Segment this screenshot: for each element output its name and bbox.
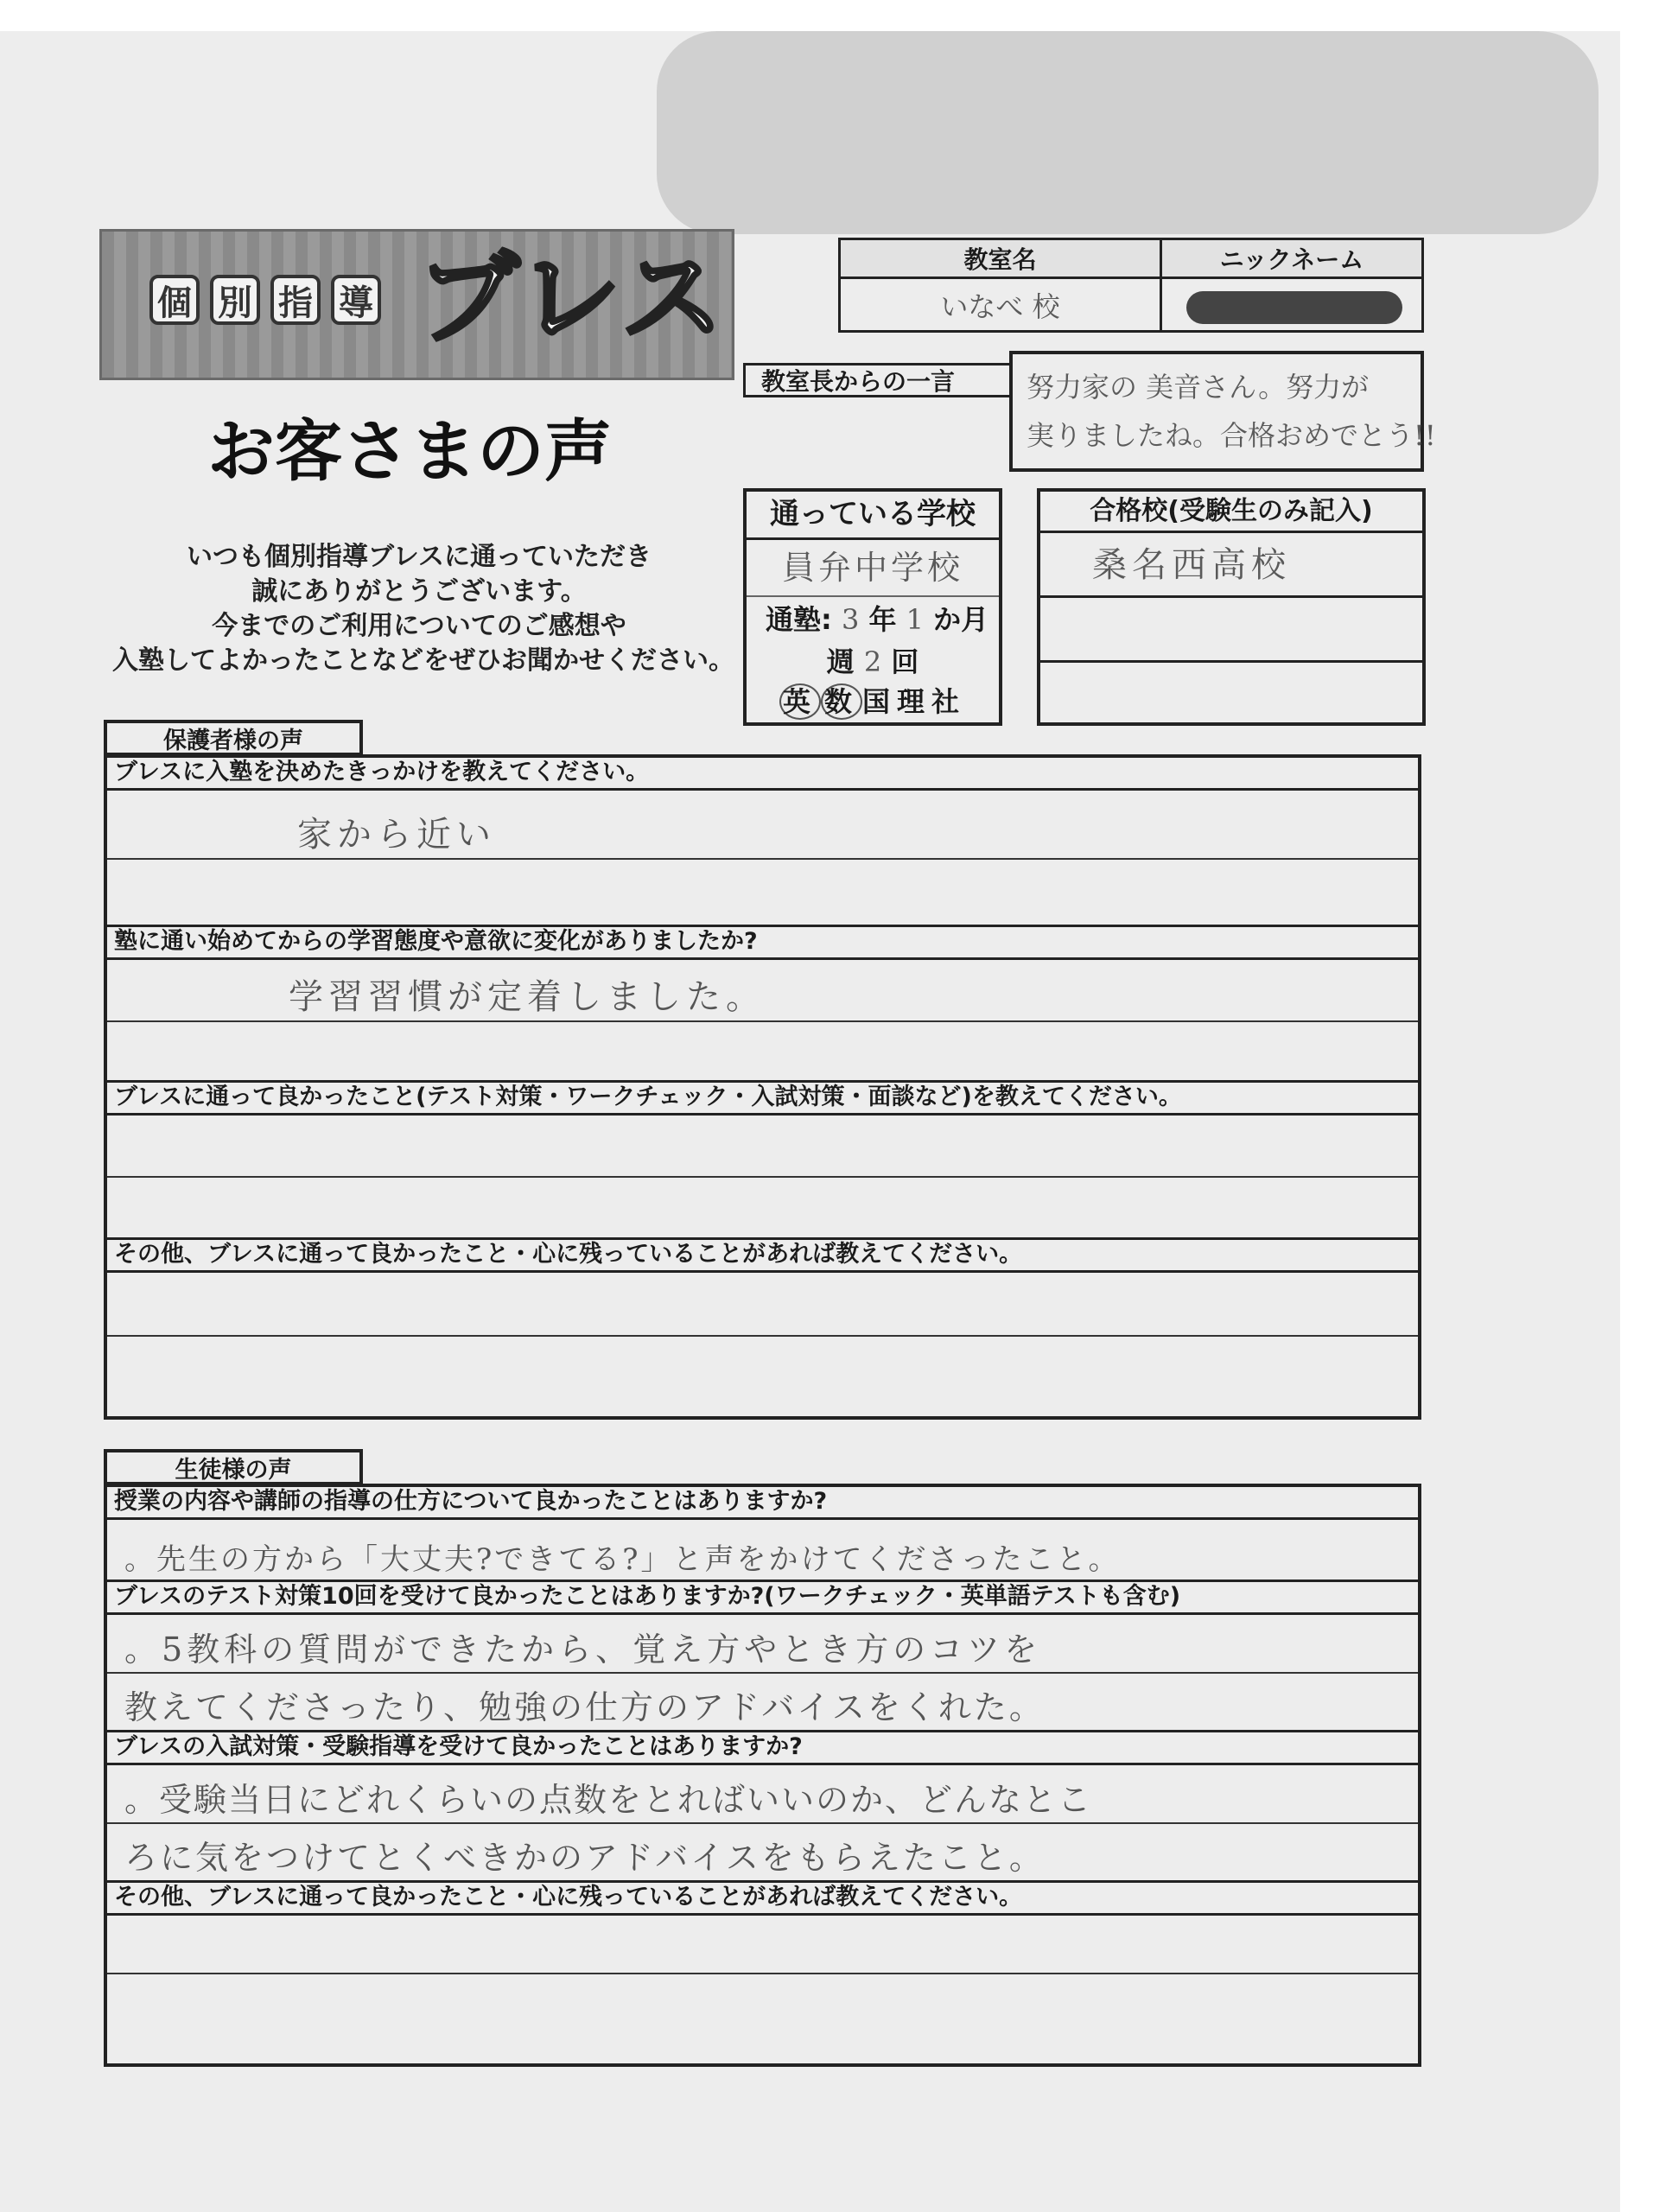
nickname-value: [1161, 278, 1423, 332]
attend-prefix: 通塾:: [766, 603, 832, 636]
manager-label: 教室長からの一言: [743, 363, 1013, 397]
weekly-unit: 回: [891, 645, 919, 678]
intro-line: いつも個別指導ブレスに通っていただき: [187, 542, 652, 572]
attend-months: 1: [906, 603, 924, 636]
answer-line: [107, 1116, 1418, 1178]
subject-japanese: 国: [861, 685, 897, 718]
answer-line: [107, 1022, 1418, 1083]
passed-school-row-2: [1040, 598, 1422, 663]
intro-line: 今までのご利用についてのご感想や: [212, 611, 626, 641]
student-question-1: 授業の内容や講師の指導の仕方について良かったことはありますか?: [107, 1487, 1418, 1520]
subject-math: 数: [821, 683, 862, 720]
classroom-label: 教室名: [840, 239, 1161, 278]
student-question-2: ブレスのテスト対策10回を受けて良かったことはありますか?(ワークチェック・英単語テストも含む): [107, 1582, 1418, 1615]
intro-text: [112, 540, 734, 678]
passed-school-row-3: [1040, 663, 1422, 719]
answer-line: [107, 1178, 1418, 1240]
guardian-section-tab: 保護者様の声: [104, 720, 363, 756]
logo-box-2: 別: [210, 275, 260, 325]
attend-duration: [747, 597, 999, 642]
logo-box-1: 個: [149, 275, 200, 325]
weekly-count: 2: [863, 645, 882, 678]
subject-english: 英: [779, 683, 821, 720]
weekly-prefix: 週: [826, 645, 855, 678]
answer-line: [107, 1273, 1418, 1337]
nickname-label: ニックネーム: [1161, 239, 1423, 278]
school-value: 員弁中学校: [747, 540, 999, 597]
answer-line: [107, 1765, 1418, 1824]
answer-line: [107, 1974, 1418, 2026]
answer-line: [107, 1916, 1418, 1974]
subject-social: 社: [931, 685, 967, 718]
logo-box-4: 導: [331, 275, 381, 325]
student-answer-3-line1: 。受験当日にどれくらいの点数をとればいいのか、どんなとこ: [124, 1781, 1093, 1819]
subjects: [747, 682, 999, 721]
student-answer-2-line2: 教えてくださったり、勉強の仕方のアドバイスをくれた。: [124, 1688, 1045, 1726]
attend-months-unit: か月: [933, 603, 989, 636]
intro-line: 入塾してよかったことなどをぜひお聞かせください。: [112, 645, 734, 676]
answer-line: [107, 1337, 1418, 1397]
redacted-area: [657, 31, 1599, 234]
page-title: お客さまの声: [207, 413, 613, 491]
answer-line: [107, 1674, 1418, 1732]
student-question-3: ブレスの入試対策・受験指導を受けて良かったことはありますか?: [107, 1732, 1418, 1765]
answer-line: [107, 1824, 1418, 1883]
answer-line: [107, 960, 1418, 1022]
passed-school-box: [1037, 488, 1426, 726]
passed-school-label: 合格校(受験生のみ記入): [1040, 492, 1422, 533]
weekly-frequency: [747, 642, 999, 682]
answer-line: [107, 791, 1418, 860]
guardian-answer-2: 学習習慣が定着しました。: [289, 977, 766, 1017]
manager-message-box: [1009, 351, 1436, 472]
classroom-table: [838, 238, 1424, 333]
nickname-redaction: [1186, 291, 1402, 324]
answer-line: [107, 860, 1418, 927]
logo-box-3: 指: [270, 275, 321, 325]
subject-science: 理: [897, 685, 932, 718]
guardian-question-4: その他、ブレスに通って良かったこと・心に残っていることがあれば教えてください。: [107, 1240, 1418, 1273]
brand-logo: [99, 229, 734, 380]
manager-message-line: 努力家の 美音さん。努力が: [1027, 371, 1370, 404]
answer-line: [107, 1615, 1418, 1674]
school-label: 通っている学校: [747, 492, 999, 540]
school-box: [743, 488, 1002, 726]
classroom-value: いなべ 校: [840, 278, 1161, 332]
student-question-4: その他、ブレスに通って良かったこと・心に残っていることがあれば教えてください。: [107, 1883, 1418, 1916]
student-answer-1: 。先生の方から「大丈夫?できてる?」と声をかけてくださったこと。: [124, 1542, 1121, 1577]
attend-years: 3: [841, 603, 860, 636]
guardian-question-1: ブレスに入塾を決めたきっかけを教えてください。: [107, 758, 1418, 791]
answer-line: [107, 1520, 1418, 1582]
guardian-section: [104, 754, 1421, 1420]
manager-message-line: 実りましたね。合格おめでとう!!: [1027, 419, 1436, 452]
student-answer-3-line2: ろに気をつけてとくべきかのアドバイスをもらえたこと。: [124, 1839, 1045, 1877]
student-section-tab: 生徒様の声: [104, 1449, 363, 1485]
student-section: [104, 1484, 1421, 2067]
guardian-question-3: ブレスに通って良かったこと(テスト対策・ワークチェック・入試対策・面談など)を教えてください。: [107, 1083, 1418, 1116]
passed-school-value: 桑名西高校: [1040, 533, 1422, 598]
guardian-question-2: 塾に通い始めてからの学習態度や意欲に変化がありましたか?: [107, 927, 1418, 960]
attend-years-unit: 年: [868, 603, 897, 636]
intro-line: 誠にありがとうございます。: [251, 576, 587, 607]
guardian-answer-1: 家から近い: [297, 815, 496, 855]
student-answer-2-line1: 。5教科の質問ができたから、覚え方やとき方のコツを: [124, 1630, 1042, 1669]
logo-main-text: ブレス: [417, 238, 727, 358]
